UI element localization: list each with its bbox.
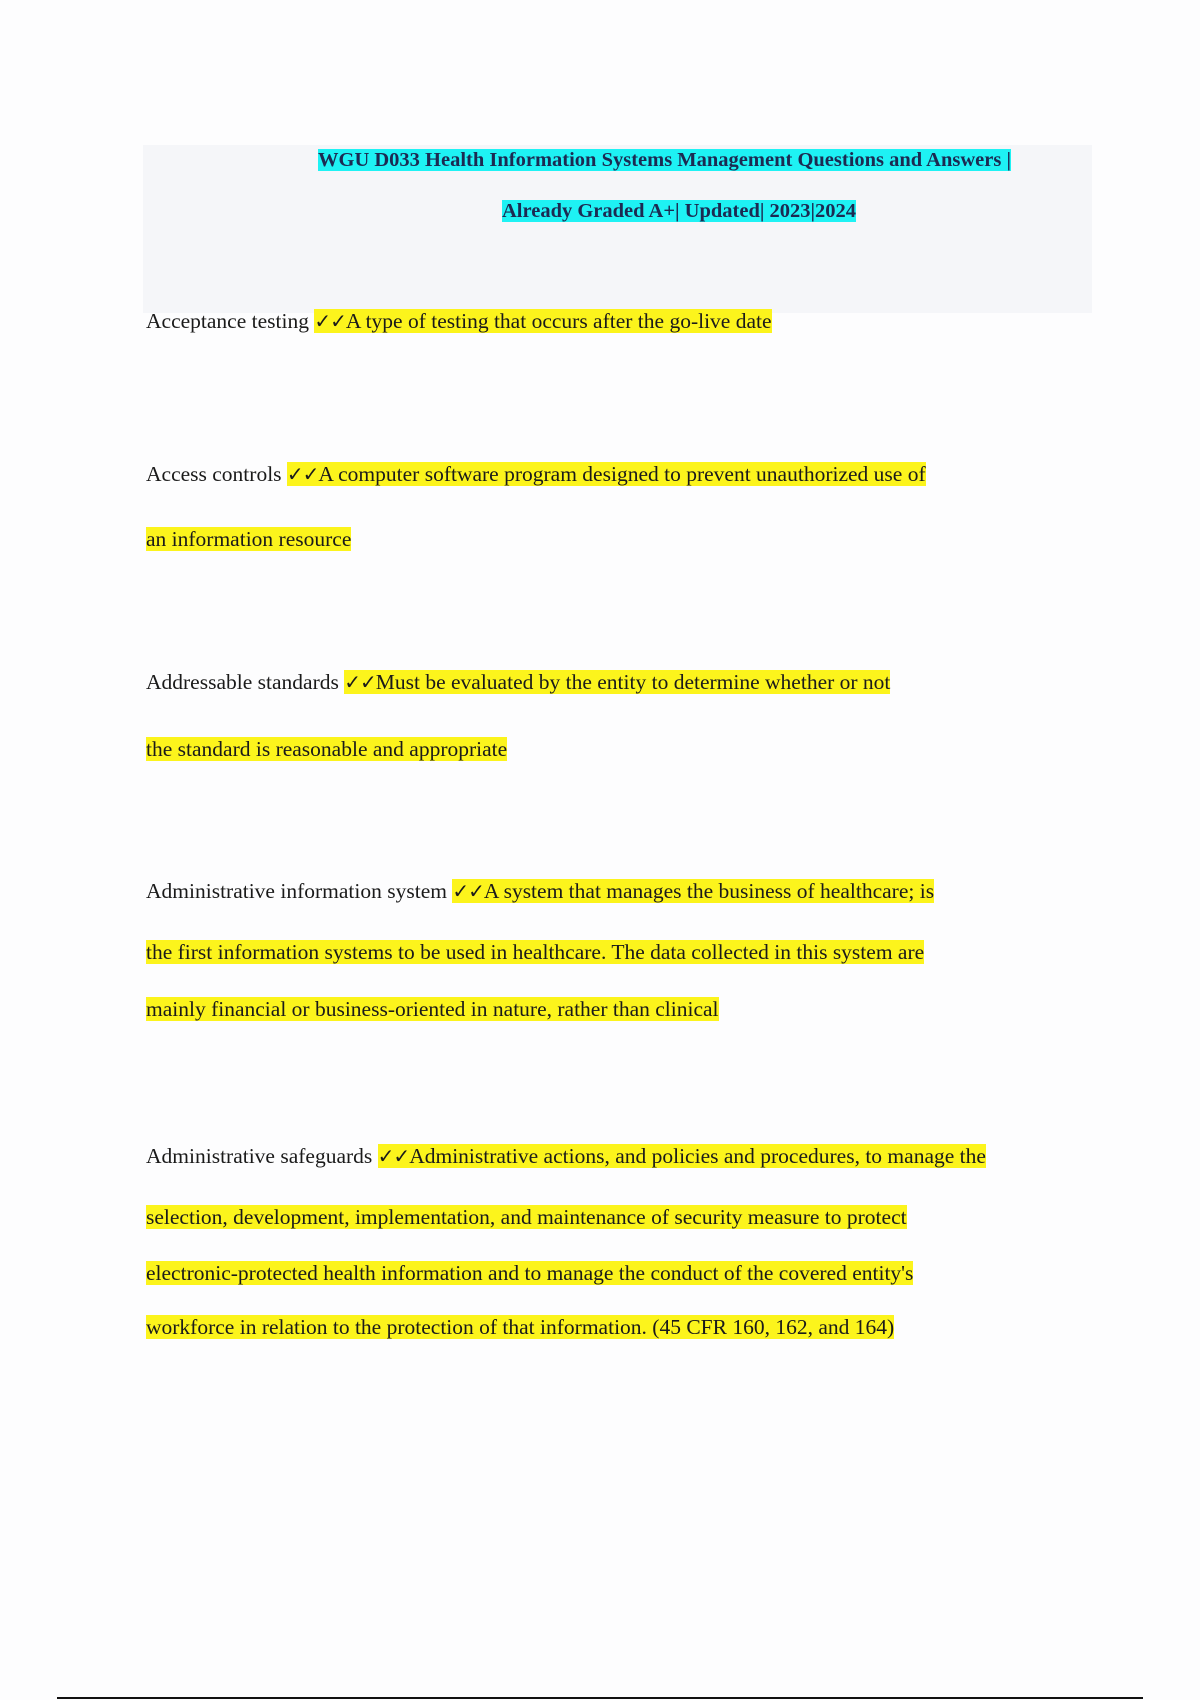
- entry-administrative-safeguards: [146, 1141, 986, 1171]
- entry-definition: the first information systems to be used in healthcare. The data collected in this system are: [146, 940, 925, 964]
- entry-term: Addressable standards: [146, 670, 339, 694]
- entry-definition: Administrative actions, and policies and procedures, to manage the: [409, 1144, 986, 1168]
- document-title-line-1: [318, 147, 1011, 173]
- entry-access-controls: [146, 459, 926, 489]
- entry-definition: the standard is reasonable and appropriate: [146, 737, 508, 761]
- entry-definition: workforce in relation to the protection of that information. (45 CFR 160, 162, and 164): [146, 1315, 895, 1339]
- double-check-icon: ✓✓: [314, 309, 346, 333]
- entry-term: Administrative information system: [146, 879, 447, 903]
- entry-administrative-safeguards-continued-3: [146, 1312, 894, 1342]
- entry-acceptance-testing: [146, 306, 772, 336]
- document-title-line-2-text: Already Graded A+| Updated| 2023|2024: [502, 200, 857, 222]
- double-check-icon: ✓✓: [344, 670, 376, 694]
- double-check-icon: ✓✓: [452, 879, 484, 903]
- entry-administrative-safeguards-continued-2: [146, 1258, 913, 1288]
- entry-definition-highlight: [344, 670, 890, 694]
- entry-definition: mainly financial or business-oriented in nature, rather than clinical: [146, 997, 719, 1021]
- entry-definition: A system that manages the business of healthcare; is: [483, 879, 935, 903]
- entry-definition-highlight: [452, 879, 934, 903]
- entry-administrative-safeguards-continued-1: [146, 1202, 907, 1232]
- entry-definition: A computer software program designed to prevent unauthorized use of: [318, 462, 926, 486]
- document-title-line-2: [502, 198, 856, 224]
- entry-definition: A type of testing that occurs after the go-live date: [345, 309, 772, 333]
- entry-term: Acceptance testing: [146, 309, 309, 333]
- entry-addressable-standards-continued: [146, 734, 507, 764]
- entry-definition: an information resource: [146, 527, 352, 551]
- entry-addressable-standards: [146, 667, 890, 697]
- document-title-line-1-text: WGU D033 Health Information Systems Management Questions and Answers |: [318, 149, 1011, 171]
- entry-definition-highlight: [287, 462, 926, 486]
- entry-administrative-information-system: [146, 876, 934, 906]
- entry-definition: Must be evaluated by the entity to determine whether or not: [375, 670, 891, 694]
- double-check-icon: ✓✓: [286, 462, 319, 486]
- entry-access-controls-continued: [146, 524, 351, 554]
- entry-definition-highlight: [378, 1144, 986, 1168]
- entry-term: Access controls: [146, 462, 282, 486]
- entry-definition-highlight: [314, 309, 771, 333]
- double-check-icon: ✓✓: [377, 1144, 410, 1168]
- entry-term: Administrative safeguards: [146, 1144, 373, 1168]
- page-bottom-rule: [57, 1697, 1143, 1699]
- entry-administrative-information-system-continued-2: [146, 994, 719, 1024]
- entry-definition: selection, development, implementation, and maintenance of security measure to protect: [146, 1205, 907, 1229]
- entry-administrative-information-system-continued-1: [146, 937, 924, 967]
- entry-definition: electronic-protected health information and to manage the conduct of the covered entity's: [146, 1261, 914, 1285]
